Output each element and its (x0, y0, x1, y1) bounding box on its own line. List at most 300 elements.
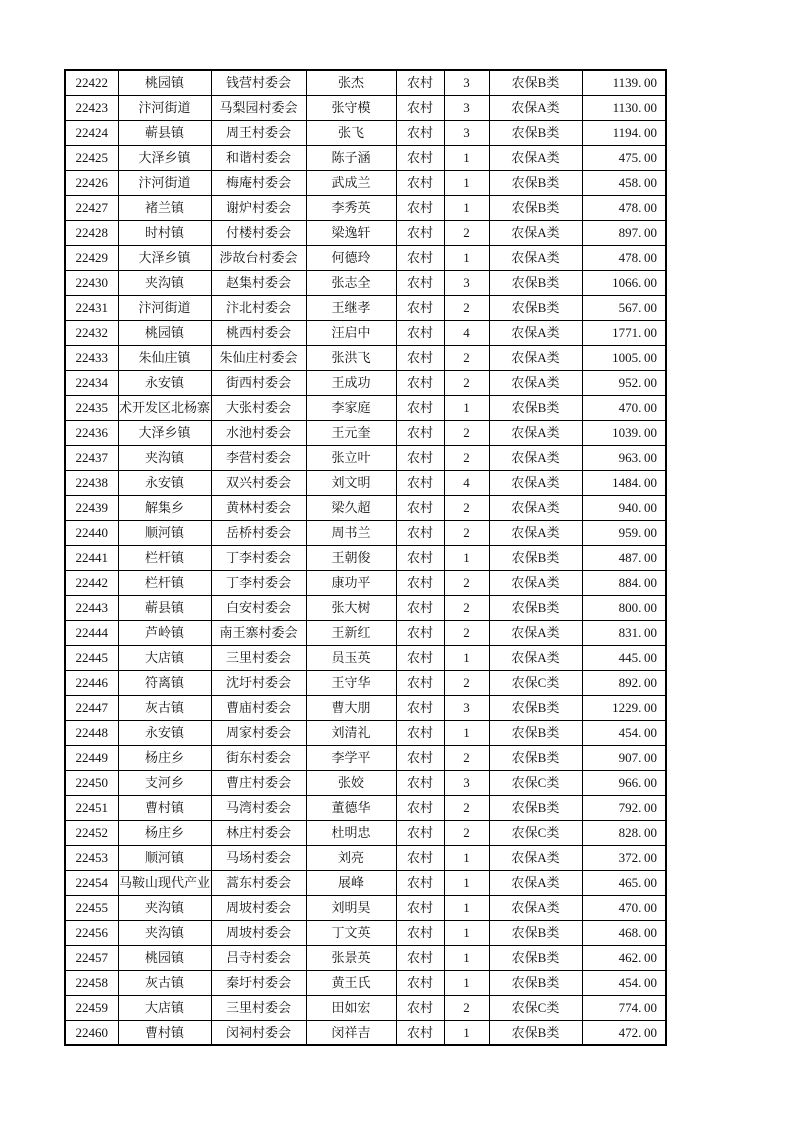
cell-residence-type: 农村 (396, 545, 444, 570)
cell-village-committee: 涉故台村委会 (211, 245, 306, 270)
cell-serial-no: 22440 (65, 520, 118, 545)
cell-township: 汴河街道 (118, 170, 211, 195)
cell-village-committee: 周家村委会 (211, 720, 306, 745)
cell-person-count: 1 (444, 245, 489, 270)
cell-insurance-category: 农保A类 (489, 320, 582, 345)
cell-township: 褚兰镇 (118, 195, 211, 220)
cell-residence-type: 农村 (396, 695, 444, 720)
cell-insurance-category: 农保B类 (489, 270, 582, 295)
cell-village-committee: 蒿东村委会 (211, 870, 306, 895)
cell-residence-type: 农村 (396, 770, 444, 795)
cell-person-name: 黄王氏 (306, 970, 396, 995)
cell-village-committee: 街西村委会 (211, 370, 306, 395)
cell-village-committee: 周坡村委会 (211, 895, 306, 920)
cell-person-name: 何德玲 (306, 245, 396, 270)
cell-insurance-category: 农保B类 (489, 545, 582, 570)
cell-village-committee: 梅庵村委会 (211, 170, 306, 195)
cell-serial-no: 22429 (65, 245, 118, 270)
cell-person-count: 1 (444, 145, 489, 170)
cell-township: 永安镇 (118, 370, 211, 395)
table-row (65, 695, 666, 720)
cell-residence-type: 农村 (396, 270, 444, 295)
cell-serial-no: 22458 (65, 970, 118, 995)
cell-village-committee: 朱仙庄村委会 (211, 345, 306, 370)
cell-serial-no: 22433 (65, 345, 118, 370)
cell-residence-type: 农村 (396, 845, 444, 870)
cell-village-committee: 大张村委会 (211, 395, 306, 420)
cell-residence-type: 农村 (396, 1020, 444, 1045)
cell-village-committee: 周王村委会 (211, 120, 306, 145)
cell-insurance-category: 农保A类 (489, 345, 582, 370)
cell-person-name: 员玉英 (306, 645, 396, 670)
cell-insurance-category: 农保B类 (489, 120, 582, 145)
table-row (65, 220, 666, 245)
cell-insurance-category: 农保C类 (489, 770, 582, 795)
cell-residence-type: 农村 (396, 670, 444, 695)
cell-person-count: 1 (444, 720, 489, 745)
cell-amount: 472. 00 (582, 1020, 666, 1045)
cell-township: 桃园镇 (118, 70, 211, 95)
cell-township: 术开发区北杨寨 (118, 395, 211, 420)
cell-township: 夹沟镇 (118, 920, 211, 945)
cell-township: 大店镇 (118, 645, 211, 670)
table-row (65, 520, 666, 545)
cell-residence-type: 农村 (396, 920, 444, 945)
cell-amount: 458. 00 (582, 170, 666, 195)
cell-amount: 475. 00 (582, 145, 666, 170)
table-row (65, 820, 666, 845)
cell-amount: 462. 00 (582, 945, 666, 970)
cell-serial-no: 22432 (65, 320, 118, 345)
cell-village-committee: 水池村委会 (211, 420, 306, 445)
cell-serial-no: 22451 (65, 795, 118, 820)
cell-village-committee: 钱营村委会 (211, 70, 306, 95)
cell-township: 灰古镇 (118, 695, 211, 720)
cell-serial-no: 22437 (65, 445, 118, 470)
cell-person-name: 汪启中 (306, 320, 396, 345)
cell-person-count: 2 (444, 295, 489, 320)
cell-serial-no: 22456 (65, 920, 118, 945)
cell-amount: 445. 00 (582, 645, 666, 670)
cell-person-name: 田如宏 (306, 995, 396, 1020)
cell-person-count: 2 (444, 570, 489, 595)
cell-amount: 1130. 00 (582, 95, 666, 120)
cell-residence-type: 农村 (396, 370, 444, 395)
cell-township: 灰古镇 (118, 970, 211, 995)
cell-person-name: 丁文英 (306, 920, 396, 945)
table-row (65, 795, 666, 820)
cell-person-name: 康功平 (306, 570, 396, 595)
cell-village-committee: 三里村委会 (211, 995, 306, 1020)
cell-serial-no: 22436 (65, 420, 118, 445)
cell-insurance-category: 农保B类 (489, 745, 582, 770)
cell-residence-type: 农村 (396, 995, 444, 1020)
cell-amount: 1484. 00 (582, 470, 666, 495)
table-row (65, 845, 666, 870)
cell-residence-type: 农村 (396, 345, 444, 370)
table-row (65, 670, 666, 695)
cell-amount: 959. 00 (582, 520, 666, 545)
cell-village-committee: 双兴村委会 (211, 470, 306, 495)
cell-township: 曹村镇 (118, 1020, 211, 1045)
cell-serial-no: 22445 (65, 645, 118, 670)
cell-township: 时村镇 (118, 220, 211, 245)
cell-amount: 963. 00 (582, 445, 666, 470)
cell-person-count: 1 (444, 870, 489, 895)
cell-village-committee: 周坡村委会 (211, 920, 306, 945)
cell-insurance-category: 农保B类 (489, 970, 582, 995)
table-row (65, 495, 666, 520)
cell-person-name: 王朝俊 (306, 545, 396, 570)
cell-insurance-category: 农保B类 (489, 1020, 582, 1045)
cell-serial-no: 22422 (65, 70, 118, 95)
cell-person-count: 1 (444, 545, 489, 570)
cell-person-name: 武成兰 (306, 170, 396, 195)
cell-person-count: 2 (444, 995, 489, 1020)
cell-village-committee: 汴北村委会 (211, 295, 306, 320)
cell-person-count: 1 (444, 895, 489, 920)
cell-insurance-category: 农保A类 (489, 145, 582, 170)
cell-person-name: 李家庭 (306, 395, 396, 420)
cell-residence-type: 农村 (396, 120, 444, 145)
cell-person-name: 张志全 (306, 270, 396, 295)
cell-person-name: 张飞 (306, 120, 396, 145)
cell-insurance-category: 农保A类 (489, 495, 582, 520)
cell-residence-type: 农村 (396, 720, 444, 745)
cell-township: 大泽乡镇 (118, 145, 211, 170)
table-row (65, 770, 666, 795)
cell-serial-no: 22438 (65, 470, 118, 495)
cell-residence-type: 农村 (396, 70, 444, 95)
table-row (65, 395, 666, 420)
cell-village-committee: 丁李村委会 (211, 545, 306, 570)
cell-township: 汴河街道 (118, 295, 211, 320)
cell-township: 朱仙庄镇 (118, 345, 211, 370)
cell-person-count: 2 (444, 445, 489, 470)
cell-person-count: 1 (444, 170, 489, 195)
cell-township: 蕲县镇 (118, 120, 211, 145)
cell-residence-type: 农村 (396, 145, 444, 170)
cell-person-count: 3 (444, 95, 489, 120)
cell-township: 大泽乡镇 (118, 420, 211, 445)
cell-serial-no: 22444 (65, 620, 118, 645)
cell-residence-type: 农村 (396, 570, 444, 595)
cell-person-count: 2 (444, 745, 489, 770)
cell-insurance-category: 农保A类 (489, 645, 582, 670)
table-row (65, 295, 666, 320)
cell-amount: 465. 00 (582, 870, 666, 895)
table-row (65, 95, 666, 120)
cell-person-count: 2 (444, 620, 489, 645)
cell-person-name: 张景英 (306, 945, 396, 970)
cell-amount: 470. 00 (582, 395, 666, 420)
cell-serial-no: 22424 (65, 120, 118, 145)
cell-village-committee: 吕寺村委会 (211, 945, 306, 970)
cell-village-committee: 曹庄村委会 (211, 770, 306, 795)
cell-township: 顺河镇 (118, 845, 211, 870)
cell-serial-no: 22455 (65, 895, 118, 920)
cell-village-committee: 闵祠村委会 (211, 1020, 306, 1045)
cell-residence-type: 农村 (396, 895, 444, 920)
table-row (65, 545, 666, 570)
cell-person-count: 2 (444, 220, 489, 245)
cell-person-count: 2 (444, 495, 489, 520)
cell-residence-type: 农村 (396, 520, 444, 545)
cell-person-count: 1 (444, 945, 489, 970)
table-row (65, 145, 666, 170)
cell-amount: 454. 00 (582, 970, 666, 995)
cell-township: 符离镇 (118, 670, 211, 695)
cell-amount: 567. 00 (582, 295, 666, 320)
cell-amount: 831. 00 (582, 620, 666, 645)
cell-village-committee: 赵集村委会 (211, 270, 306, 295)
cell-village-committee: 付楼村委会 (211, 220, 306, 245)
table-row (65, 645, 666, 670)
cell-insurance-category: 农保A类 (489, 220, 582, 245)
cell-person-name: 张大树 (306, 595, 396, 620)
cell-person-name: 刘亮 (306, 845, 396, 870)
cell-amount: 907. 00 (582, 745, 666, 770)
cell-serial-no: 22427 (65, 195, 118, 220)
cell-insurance-category: 农保C类 (489, 820, 582, 845)
cell-insurance-category: 农保A类 (489, 895, 582, 920)
cell-residence-type: 农村 (396, 595, 444, 620)
cell-amount: 884. 00 (582, 570, 666, 595)
cell-person-count: 3 (444, 120, 489, 145)
cell-village-committee: 黄林村委会 (211, 495, 306, 520)
cell-insurance-category: 农保B类 (489, 695, 582, 720)
cell-township: 顺河镇 (118, 520, 211, 545)
cell-residence-type: 农村 (396, 470, 444, 495)
cell-residence-type: 农村 (396, 395, 444, 420)
cell-insurance-category: 农保A类 (489, 520, 582, 545)
table-row (65, 595, 666, 620)
cell-insurance-category: 农保B类 (489, 595, 582, 620)
cell-serial-no: 22434 (65, 370, 118, 395)
cell-township: 支河乡 (118, 770, 211, 795)
table-row (65, 470, 666, 495)
cell-township: 杨庄乡 (118, 745, 211, 770)
cell-village-committee: 南王寨村委会 (211, 620, 306, 645)
cell-person-count: 2 (444, 370, 489, 395)
cell-person-name: 陈子涵 (306, 145, 396, 170)
cell-village-committee: 丁李村委会 (211, 570, 306, 595)
cell-person-count: 1 (444, 195, 489, 220)
cell-insurance-category: 农保A类 (489, 570, 582, 595)
table-row (65, 895, 666, 920)
cell-amount: 800. 00 (582, 595, 666, 620)
cell-person-name: 刘明昊 (306, 895, 396, 920)
cell-township: 芦岭镇 (118, 620, 211, 645)
cell-residence-type: 农村 (396, 195, 444, 220)
table-row (65, 320, 666, 345)
cell-amount: 1771. 00 (582, 320, 666, 345)
cell-person-name: 周书兰 (306, 520, 396, 545)
cell-serial-no: 22423 (65, 95, 118, 120)
cell-residence-type: 农村 (396, 745, 444, 770)
cell-serial-no: 22447 (65, 695, 118, 720)
cell-serial-no: 22428 (65, 220, 118, 245)
cell-serial-no: 22459 (65, 995, 118, 1020)
cell-insurance-category: 农保A类 (489, 95, 582, 120)
cell-amount: 897. 00 (582, 220, 666, 245)
cell-residence-type: 农村 (396, 445, 444, 470)
cell-village-committee: 马场村委会 (211, 845, 306, 870)
table-row (65, 195, 666, 220)
cell-person-name: 张杰 (306, 70, 396, 95)
cell-amount: 478. 00 (582, 195, 666, 220)
cell-insurance-category: 农保B类 (489, 720, 582, 745)
cell-person-count: 3 (444, 70, 489, 95)
table-row (65, 1020, 666, 1045)
cell-amount: 1005. 00 (582, 345, 666, 370)
cell-residence-type: 农村 (396, 245, 444, 270)
cell-serial-no: 22431 (65, 295, 118, 320)
cell-township: 栏杆镇 (118, 545, 211, 570)
cell-person-name: 王继孝 (306, 295, 396, 320)
cell-insurance-category: 农保A类 (489, 370, 582, 395)
cell-person-count: 2 (444, 345, 489, 370)
cell-residence-type: 农村 (396, 220, 444, 245)
cell-amount: 1139. 00 (582, 70, 666, 95)
cell-township: 桃园镇 (118, 320, 211, 345)
cell-person-name: 张姣 (306, 770, 396, 795)
cell-serial-no: 22426 (65, 170, 118, 195)
cell-serial-no: 22450 (65, 770, 118, 795)
cell-residence-type: 农村 (396, 795, 444, 820)
cell-person-count: 2 (444, 420, 489, 445)
table-row (65, 170, 666, 195)
cell-village-committee: 李营村委会 (211, 445, 306, 470)
table-row (65, 720, 666, 745)
cell-township: 栏杆镇 (118, 570, 211, 595)
cell-township: 夹沟镇 (118, 445, 211, 470)
cell-township: 永安镇 (118, 720, 211, 745)
cell-insurance-category: 农保B类 (489, 295, 582, 320)
table-row (65, 370, 666, 395)
cell-village-committee: 桃西村委会 (211, 320, 306, 345)
cell-person-name: 董德华 (306, 795, 396, 820)
cell-insurance-category: 农保B类 (489, 70, 582, 95)
table-row (65, 745, 666, 770)
table-row (65, 870, 666, 895)
cell-serial-no: 22448 (65, 720, 118, 745)
cell-person-name: 梁逸轩 (306, 220, 396, 245)
cell-village-committee: 三里村委会 (211, 645, 306, 670)
table-row (65, 620, 666, 645)
cell-insurance-category: 农保A类 (489, 445, 582, 470)
cell-person-name: 刘文明 (306, 470, 396, 495)
cell-residence-type: 农村 (396, 970, 444, 995)
cell-serial-no: 22425 (65, 145, 118, 170)
cell-amount: 1039. 00 (582, 420, 666, 445)
cell-serial-no: 22457 (65, 945, 118, 970)
cell-township: 马鞍山现代产业 (118, 870, 211, 895)
cell-insurance-category: 农保C类 (489, 670, 582, 695)
cell-person-count: 1 (444, 845, 489, 870)
cell-person-count: 3 (444, 270, 489, 295)
cell-person-name: 王元奎 (306, 420, 396, 445)
cell-person-name: 曹大朋 (306, 695, 396, 720)
cell-person-name: 张洪飞 (306, 345, 396, 370)
cell-amount: 792. 00 (582, 795, 666, 820)
cell-person-count: 1 (444, 970, 489, 995)
table-row (65, 270, 666, 295)
cell-residence-type: 农村 (396, 820, 444, 845)
cell-township: 杨庄乡 (118, 820, 211, 845)
cell-amount: 892. 00 (582, 670, 666, 695)
cell-serial-no: 22446 (65, 670, 118, 695)
cell-insurance-category: 农保A类 (489, 620, 582, 645)
cell-person-count: 4 (444, 320, 489, 345)
cell-amount: 940. 00 (582, 495, 666, 520)
cell-village-committee: 曹庙村委会 (211, 695, 306, 720)
cell-person-name: 刘清礼 (306, 720, 396, 745)
cell-person-count: 2 (444, 670, 489, 695)
cell-township: 桃园镇 (118, 945, 211, 970)
cell-insurance-category: 农保B类 (489, 795, 582, 820)
cell-amount: 468. 00 (582, 920, 666, 945)
cell-serial-no: 22453 (65, 845, 118, 870)
cell-insurance-category: 农保A类 (489, 470, 582, 495)
cell-person-count: 3 (444, 770, 489, 795)
cell-serial-no: 22441 (65, 545, 118, 570)
cell-person-name: 张立叶 (306, 445, 396, 470)
cell-amount: 1066. 00 (582, 270, 666, 295)
table-row (65, 945, 666, 970)
table-row (65, 995, 666, 1020)
cell-person-name: 李学平 (306, 745, 396, 770)
cell-insurance-category: 农保A类 (489, 870, 582, 895)
table-row (65, 345, 666, 370)
cell-township: 大泽乡镇 (118, 245, 211, 270)
cell-amount: 470. 00 (582, 895, 666, 920)
cell-person-count: 2 (444, 795, 489, 820)
cell-residence-type: 农村 (396, 170, 444, 195)
cell-residence-type: 农村 (396, 945, 444, 970)
cell-insurance-category: 农保B类 (489, 170, 582, 195)
cell-insurance-category: 农保A类 (489, 420, 582, 445)
cell-village-committee: 和谐村委会 (211, 145, 306, 170)
cell-person-name: 杜明忠 (306, 820, 396, 845)
cell-serial-no: 22430 (65, 270, 118, 295)
cell-amount: 487. 00 (582, 545, 666, 570)
record-table-body (65, 70, 666, 1045)
table-row (65, 120, 666, 145)
cell-village-committee: 林庄村委会 (211, 820, 306, 845)
cell-person-count: 2 (444, 595, 489, 620)
cell-residence-type: 农村 (396, 95, 444, 120)
cell-township: 夹沟镇 (118, 270, 211, 295)
cell-person-count: 1 (444, 920, 489, 945)
cell-insurance-category: 农保A类 (489, 245, 582, 270)
cell-village-committee: 马湾村委会 (211, 795, 306, 820)
table-row (65, 70, 666, 95)
cell-township: 蕲县镇 (118, 595, 211, 620)
cell-serial-no: 22460 (65, 1020, 118, 1045)
cell-residence-type: 农村 (396, 870, 444, 895)
cell-insurance-category: 农保B类 (489, 945, 582, 970)
cell-amount: 372. 00 (582, 845, 666, 870)
cell-residence-type: 农村 (396, 620, 444, 645)
cell-township: 曹村镇 (118, 795, 211, 820)
cell-insurance-category: 农保B类 (489, 920, 582, 945)
cell-person-name: 王守华 (306, 670, 396, 695)
cell-serial-no: 22452 (65, 820, 118, 845)
cell-amount: 454. 00 (582, 720, 666, 745)
cell-amount: 1194. 00 (582, 120, 666, 145)
cell-residence-type: 农村 (396, 320, 444, 345)
